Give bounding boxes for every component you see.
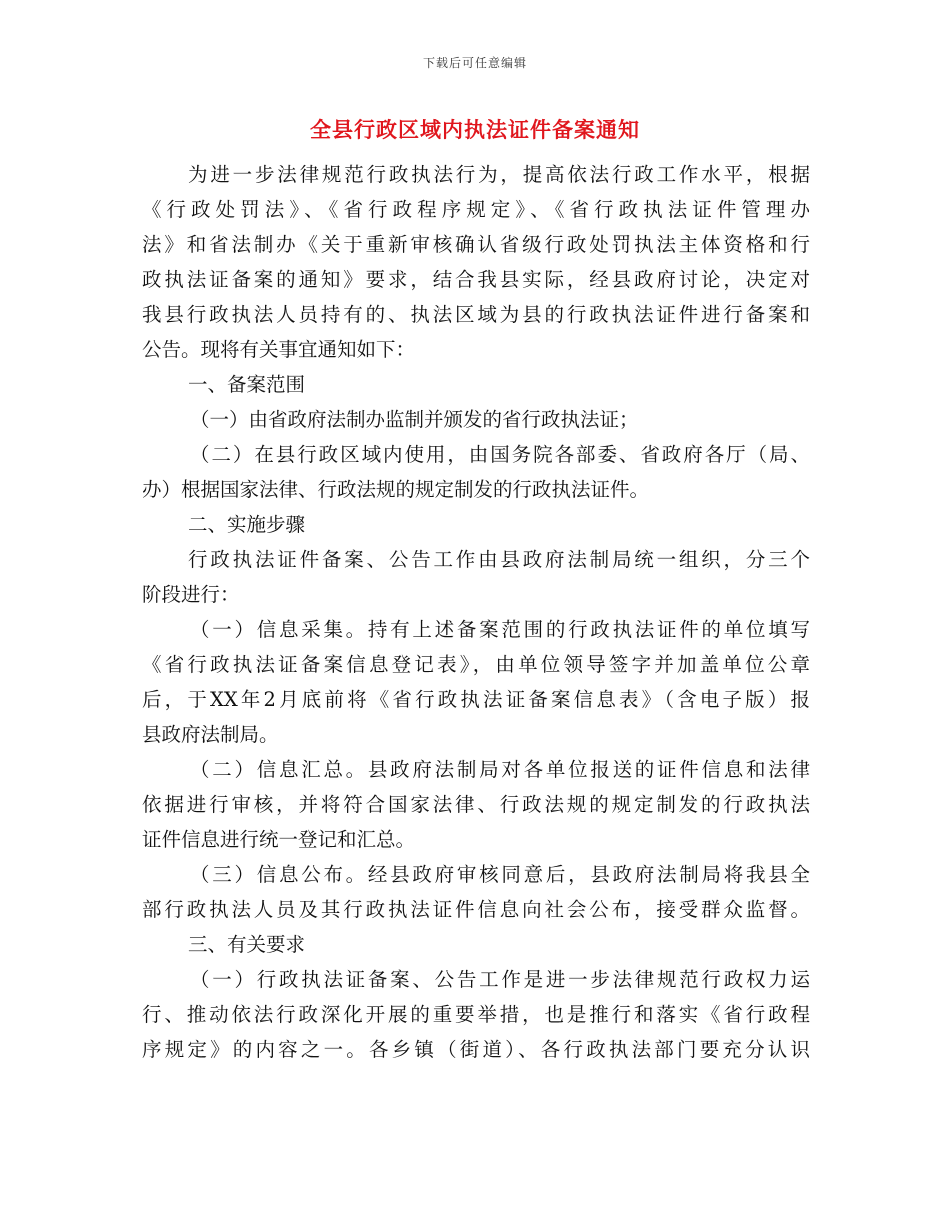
paragraph-line: 阶段进行： <box>142 583 240 606</box>
paragraph-line: 县政府法制局。 <box>142 723 279 746</box>
paragraph-line: （一）信息采集。持有上述备案范围的行政执法证件的单位填写 <box>190 618 810 641</box>
section-heading: 一、备案范围 <box>188 373 306 396</box>
paragraph-line: 为进一步法律规范行政执法行为，提高依法行政工作水平，根据 <box>188 163 810 186</box>
paragraph-line: 行、推动依法行政深化开展的重要举措，也是推行和落实《省行政程 <box>142 1003 810 1026</box>
paragraph-line: （一）行政执法证备案、公告工作是进一步法律规范行政权力运 <box>190 968 810 991</box>
paragraph-line: 依据进行审核，并将符合国家法律、行政法规的规定制发的行政执法 <box>142 793 810 816</box>
paragraph-line: 我县行政执法人员持有的、执法区域为县的行政执法证件进行备案和 <box>142 303 810 326</box>
document-body <box>142 157 810 1067</box>
paragraph-line: 办）根据国家法律、行政法规的规定制发的行政执法证件。 <box>142 478 650 501</box>
paragraph-line: 序规定》的内容之一。各乡镇（街道）、各行政执法部门要充分认识 <box>142 1038 810 1061</box>
paragraph-line: 后，于XX年2月底前将《省行政执法证备案信息表》（含电子版）报 <box>142 688 810 711</box>
section-heading: 二、实施步骤 <box>188 513 306 536</box>
section-heading: 三、有关要求 <box>188 933 306 956</box>
document-title: 全县行政区域内执法证件备案通知 <box>310 117 640 142</box>
header-note: 下载后可任意编辑 <box>422 56 527 70</box>
paragraph-line: 《行政处罚法》、《省行政程序规定》、《省行政执法证件管理办 <box>142 198 810 221</box>
paragraph-line: （三）信息公布。经县政府审核同意后，县政府法制局将我县全 <box>190 863 810 886</box>
paragraph-line: 部行政执法人员及其行政执法证件信息向社会公布，接受群众监督。 <box>142 898 810 921</box>
paragraph-line: 公告。现将有关事宜通知如下： <box>142 338 416 361</box>
paragraph-line: （一）由省政府法制办监制并颁发的省行政执法证； <box>190 408 639 431</box>
paragraph-line: 政执法证备案的通知》要求，结合我县实际，经县政府讨论，决定对 <box>142 268 810 291</box>
paragraph-line: 证件信息进行统一登记和汇总。 <box>142 828 416 851</box>
paragraph-line: 《省行政执法证备案信息登记表》，由单位领导签字并加盖单位公章 <box>142 653 810 676</box>
paragraph-line: （二）信息汇总。县政府法制局对各单位报送的证件信息和法律 <box>190 758 810 781</box>
paragraph-line: （二）在县行政区域内使用，由国务院各部委、省政府各厅（局、 <box>190 443 810 466</box>
paragraph-line: 法》和省法制办《关于重新审核确认省级行政处罚执法主体资格和行 <box>142 233 810 256</box>
paragraph-line: 行政执法证件备案、公告工作由县政府法制局统一组织，分三个 <box>188 548 810 571</box>
